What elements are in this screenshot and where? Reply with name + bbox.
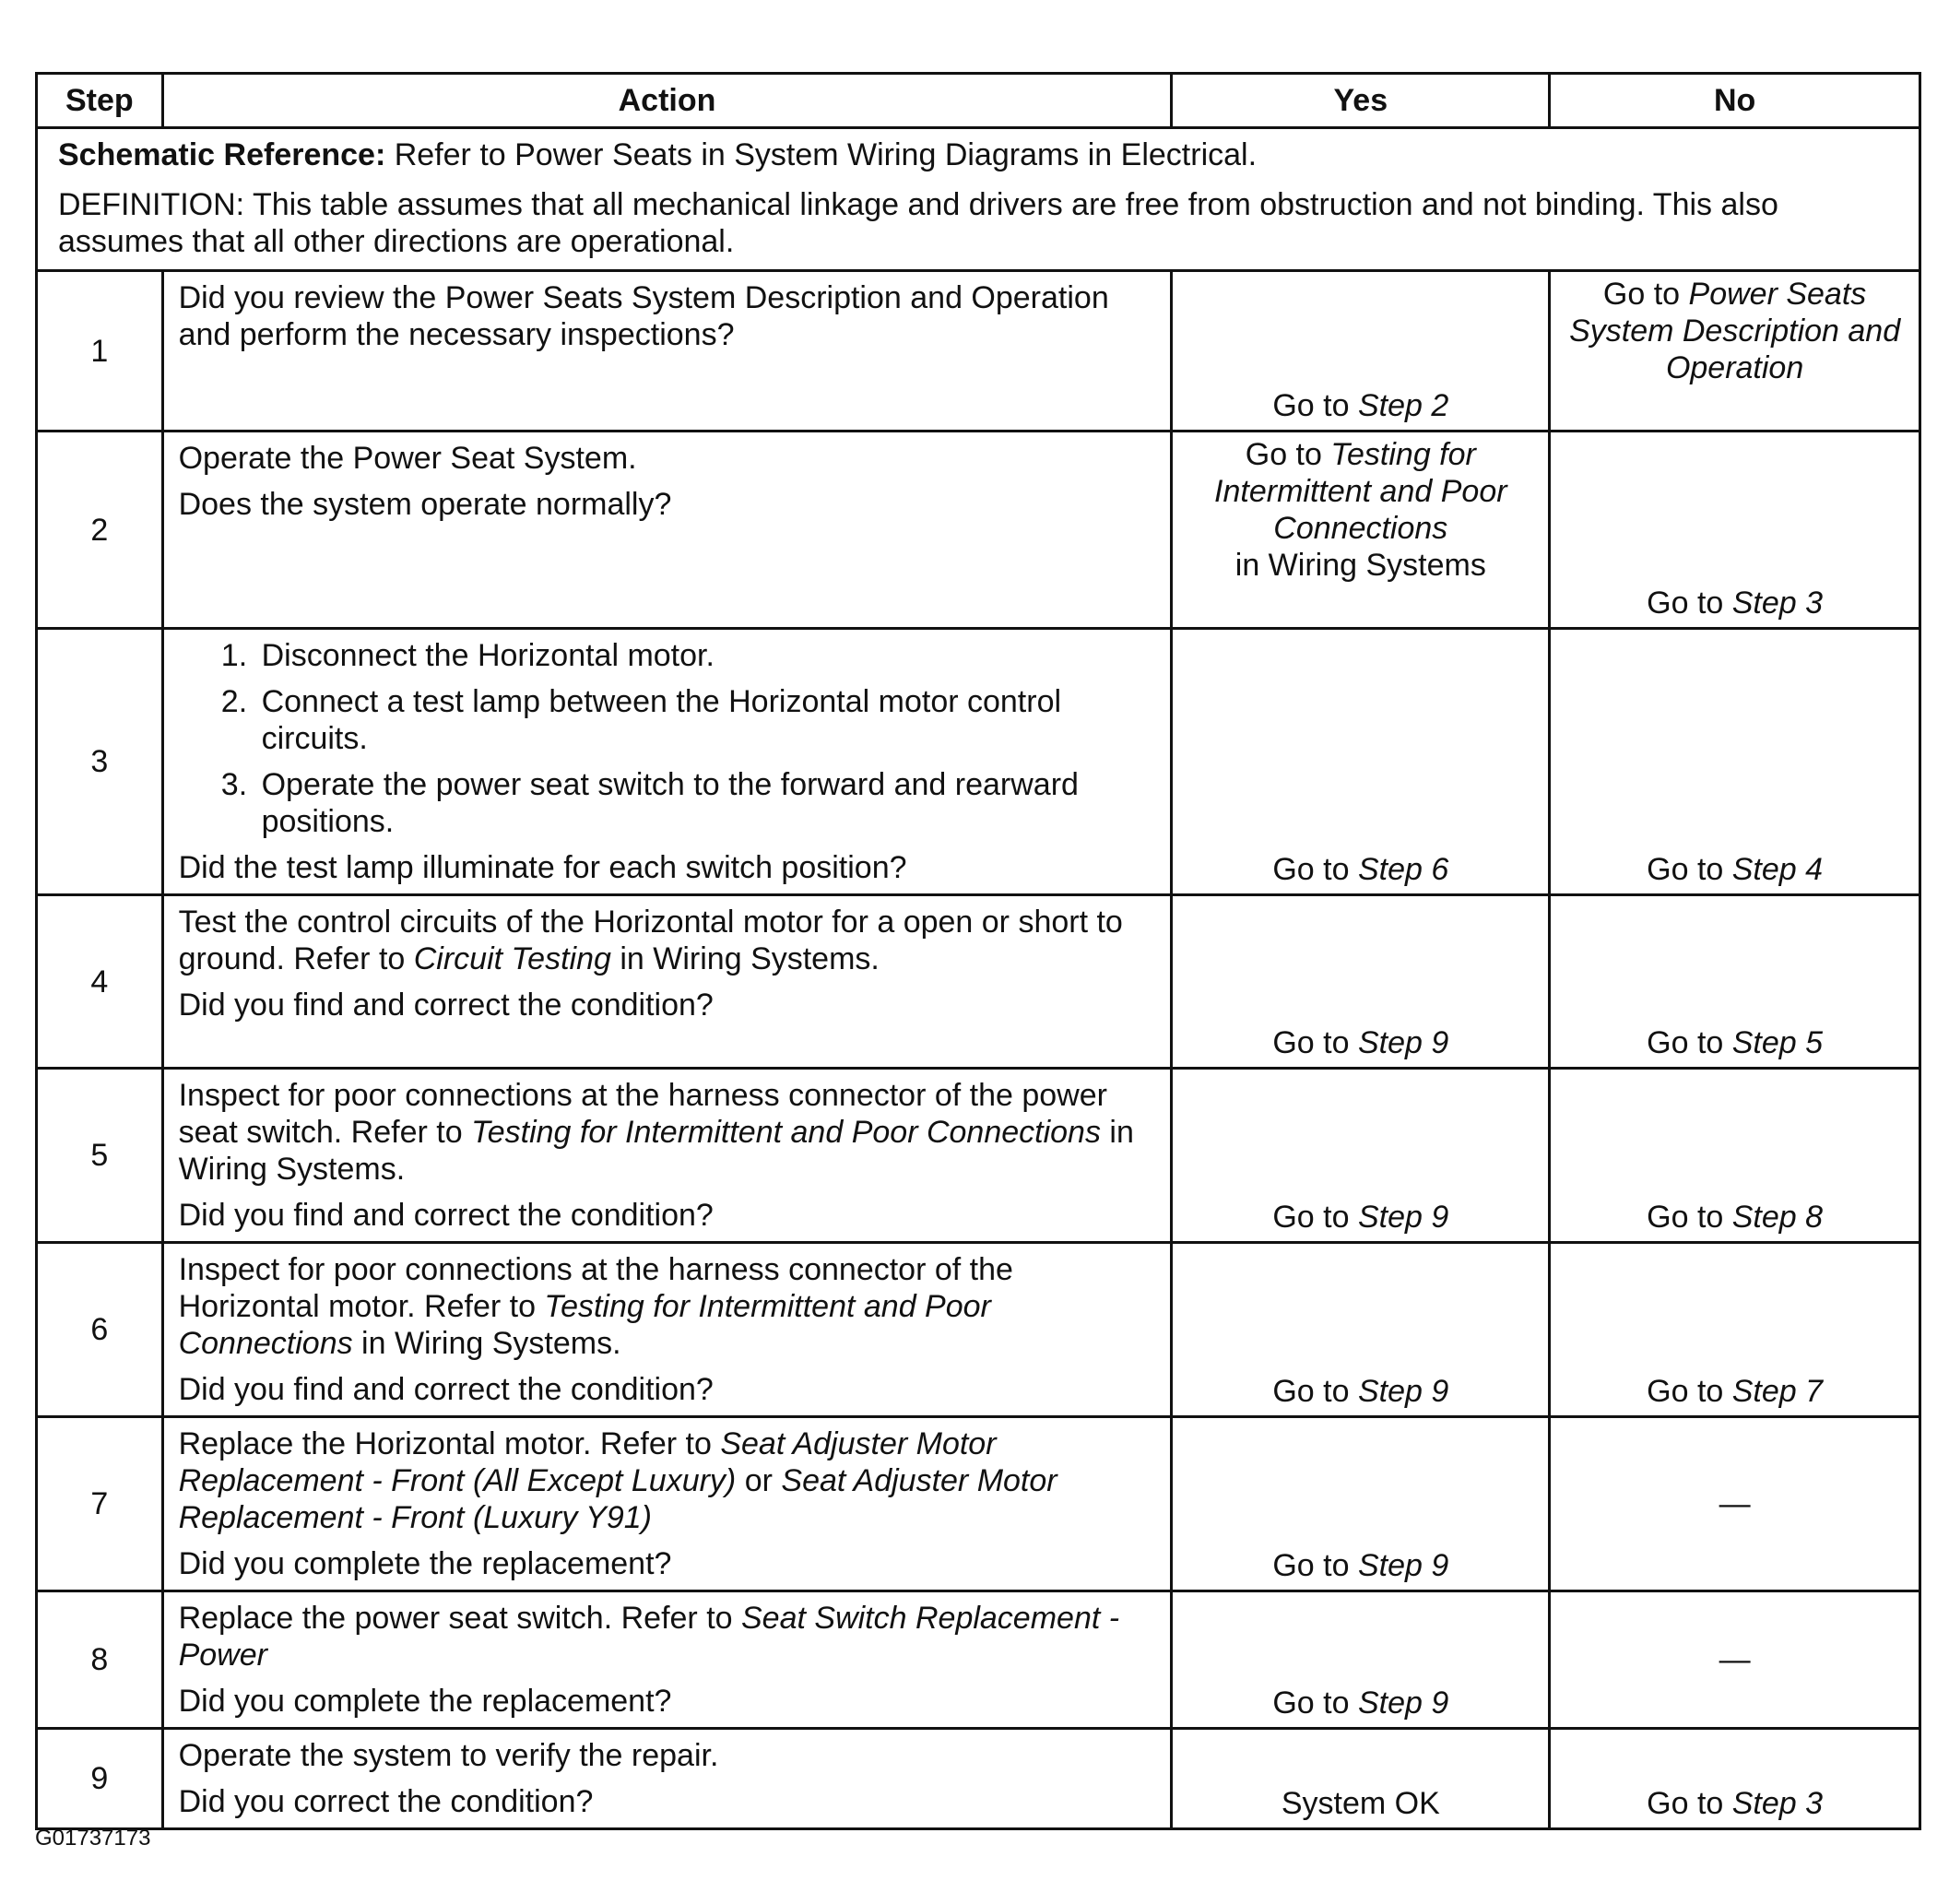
no-text: Go to <box>1647 1025 1732 1060</box>
action-cell <box>162 629 1172 895</box>
no-cell: — <box>1550 1417 1920 1591</box>
schematic-label: Schematic Reference: <box>58 137 386 172</box>
header-action: Action <box>162 74 1172 128</box>
yes-cell <box>1172 629 1550 895</box>
yes-cell <box>1172 1591 1550 1729</box>
no-step-link[interactable]: Step 7 <box>1731 1374 1824 1409</box>
yes-text: Go to <box>1272 1548 1358 1583</box>
no-text: Go to <box>1647 1374 1732 1409</box>
no-cell: — <box>1550 1591 1920 1729</box>
yes-step-link[interactable]: Step 9 <box>1357 1374 1449 1409</box>
no-step-link[interactable]: Step 5 <box>1731 1025 1824 1060</box>
yes-step-link[interactable]: Step 9 <box>1357 1200 1449 1235</box>
list-item: 1. Disconnect the Horizontal motor. <box>256 637 1156 674</box>
action-text: Replace the power seat switch. Refer to <box>178 1601 741 1636</box>
action-cell <box>162 895 1172 1069</box>
action-reference-link-2[interactable]: Seat Adjuster Motor Replacement - Front (Luxury Y91) <box>178 1463 1057 1535</box>
table-row <box>37 1729 1920 1829</box>
action-question: Did you correct the condition? <box>178 1784 594 1819</box>
action-question: Does the system operate normally? <box>178 487 672 522</box>
yes-cell: System OK <box>1172 1729 1550 1829</box>
action-question: Did you review the Power Seats System Description and Operation and perform the necessary inspections? <box>178 280 1109 352</box>
step-number: 3 <box>37 629 163 895</box>
yes-text: Go to <box>1272 1200 1358 1235</box>
figure-id: G01737173 <box>35 1826 151 1851</box>
action-text: Inspect for poor connections at the harness connector of the Horizontal motor. Refer to <box>178 1252 1013 1324</box>
action-instruction <box>179 1251 1156 1362</box>
yes-text: Go to <box>1272 852 1358 887</box>
no-text: Go to <box>1647 852 1732 887</box>
action-reference-link[interactable]: Testing for Intermittent and Poor Connections <box>471 1115 1101 1150</box>
action-question: Did you find and correct the condition? <box>178 1198 714 1233</box>
no-cell <box>1550 629 1920 895</box>
action-question: Did you complete the replacement? <box>178 1546 672 1581</box>
action-mid-text: or <box>736 1463 782 1498</box>
no-text: Go to <box>1647 1786 1732 1821</box>
action-question: Did you find and correct the condition? <box>178 987 714 1023</box>
no-reference-link[interactable]: Power Seats System Description and Operation <box>1569 277 1901 385</box>
no-step-link[interactable]: Step 3 <box>1731 585 1824 621</box>
step-number: 6 <box>37 1243 163 1417</box>
yes-step-link[interactable]: Step 9 <box>1357 1685 1449 1721</box>
table-row <box>37 271 1920 432</box>
step-number: 4 <box>37 895 163 1069</box>
action-post-text: in Wiring Systems. <box>352 1326 621 1361</box>
step-number: 9 <box>37 1729 163 1829</box>
action-post-text: in Wiring Systems. <box>178 1115 1134 1187</box>
no-cell <box>1550 1243 1920 1417</box>
action-cell <box>162 1729 1172 1829</box>
yes-text: Go to <box>1272 388 1358 423</box>
list-item: 2. Connect a test lamp between the Horizontal motor control circuits. <box>256 683 1156 757</box>
no-text: Go to <box>1647 1200 1732 1235</box>
yes-cell <box>1172 1069 1550 1243</box>
yes-text: Go to <box>1272 1685 1358 1721</box>
header-step: Step <box>37 74 163 128</box>
yes-cell <box>1172 1417 1550 1591</box>
action-question: Did you find and correct the condition? <box>178 1372 714 1407</box>
action-instruction <box>179 1077 1156 1188</box>
table-row <box>37 895 1920 1069</box>
list-item: 3. Operate the power seat switch to the forward and rearward positions. <box>256 766 1156 840</box>
step-number: 8 <box>37 1591 163 1729</box>
no-text: Go to <box>1647 585 1732 621</box>
action-reference-link[interactable]: Seat Adjuster Motor Replacement - Front (All Except Luxury) <box>178 1426 997 1498</box>
diagnostic-table <box>35 72 1921 1830</box>
table-row <box>37 1069 1920 1243</box>
yes-step-link[interactable]: Step 9 <box>1357 1548 1449 1583</box>
action-cell <box>162 432 1172 629</box>
no-text: Go to <box>1602 277 1689 312</box>
yes-cell <box>1172 432 1550 629</box>
action-cell <box>162 1069 1172 1243</box>
schematic-text: Refer to Power Seats in System Wiring Diagrams in Electrical. <box>394 137 1258 172</box>
yes-text: Go to <box>1245 437 1331 472</box>
action-reference-link[interactable]: Seat Switch Replacement - Power <box>178 1601 1120 1673</box>
yes-step-link[interactable]: Step 2 <box>1357 388 1449 423</box>
action-cell <box>162 1417 1172 1591</box>
action-text: Inspect for poor connections at the harness connector of the power seat switch. Refer to <box>178 1078 1107 1150</box>
info-cell <box>37 128 1920 271</box>
yes-cell <box>1172 1243 1550 1417</box>
schematic-reference <box>58 136 1898 173</box>
yes-reference-link[interactable]: Testing for Intermittent and Poor Connections <box>1214 437 1507 546</box>
info-row <box>37 128 1920 271</box>
action-instruction <box>179 1600 1156 1673</box>
table-row <box>37 1243 1920 1417</box>
action-instruction <box>179 1425 1156 1536</box>
no-step-link[interactable]: Step 4 <box>1731 852 1824 887</box>
yes-text: Go to <box>1272 1025 1358 1060</box>
action-text: Test the control circuits of the Horizontal motor for a open or short to ground. Refer to <box>178 905 1123 976</box>
action-cell <box>162 1591 1172 1729</box>
action-reference-link[interactable]: Testing for Intermittent and Poor Connections <box>178 1289 991 1361</box>
no-cell <box>1550 895 1920 1069</box>
step-number: 5 <box>37 1069 163 1243</box>
yes-text: Go to <box>1272 1374 1358 1409</box>
no-cell <box>1550 1729 1920 1829</box>
action-text: Replace the Horizontal motor. Refer to <box>178 1426 721 1461</box>
no-cell <box>1550 1069 1920 1243</box>
action-cell <box>162 271 1172 432</box>
yes-cell <box>1172 895 1550 1069</box>
no-cell <box>1550 271 1920 432</box>
action-question: Did the test lamp illuminate for each switch position? <box>178 850 907 885</box>
action-instruction <box>179 904 1156 977</box>
no-step-link[interactable]: Step 8 <box>1731 1200 1824 1235</box>
step-number: 7 <box>37 1417 163 1591</box>
yes-step-link[interactable]: Step 6 <box>1357 852 1449 887</box>
no-cell <box>1550 432 1920 629</box>
table-row <box>37 1417 1920 1591</box>
action-steps-list <box>179 637 1156 840</box>
action-post-text: in Wiring Systems. <box>610 941 880 976</box>
yes-cell <box>1172 271 1550 432</box>
step-number: 1 <box>37 271 163 432</box>
yes-post-text: in Wiring Systems <box>1234 548 1486 583</box>
action-instruction: Operate the Power Seat System. <box>178 441 637 476</box>
action-instruction: Operate the system to verify the repair. <box>178 1738 719 1773</box>
action-reference-link[interactable]: Circuit Testing <box>413 941 611 976</box>
header-row <box>37 74 1920 128</box>
action-cell <box>162 1243 1172 1417</box>
action-question: Did you complete the replacement? <box>178 1684 672 1719</box>
yes-step-link[interactable]: Step 9 <box>1357 1025 1449 1060</box>
no-step-link[interactable]: Step 3 <box>1731 1786 1824 1821</box>
definition-text: DEFINITION: This table assumes that all mechanical linkage and drivers are free from obstruction and not binding. This also assumes that all other directions are operational. <box>58 187 1778 259</box>
header-yes: Yes <box>1172 74 1550 128</box>
step-number: 2 <box>37 432 163 629</box>
table-row <box>37 629 1920 895</box>
table-row <box>37 432 1920 629</box>
header-no: No <box>1550 74 1920 128</box>
table-row <box>37 1591 1920 1729</box>
